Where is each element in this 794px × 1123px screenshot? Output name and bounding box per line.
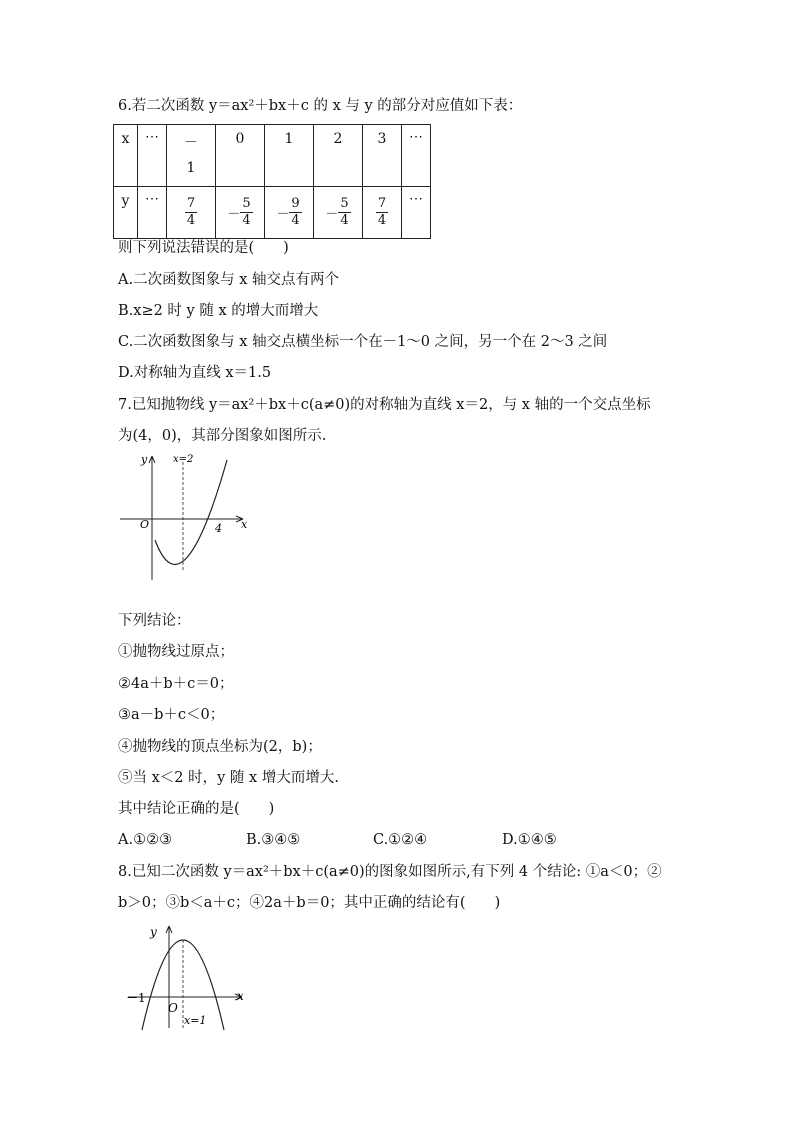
origin-label: O [140, 518, 150, 531]
q6-option-d: D.对称轴为直线 x＝1.5 [118, 365, 272, 381]
origin-label: O [168, 1001, 178, 1015]
q6-stem: 6.若二次函数 y＝ax²＋bx＋c 的 x 与 y 的部分对应值如下表： [118, 98, 523, 114]
q6-value-table [113, 124, 431, 239]
q7-conclusion: ①抛物线过原点； [118, 644, 234, 660]
y-axis-label: y [150, 925, 157, 939]
y-value: － $\frac{5}{4}$ [216, 187, 265, 239]
x-axis-label: x [241, 518, 248, 531]
q7-conclusion: ③a－b＋c＜0； [118, 707, 225, 723]
y-row [114, 187, 431, 239]
ellipsis: ⋯ [402, 125, 431, 187]
q7-option-c: C.①②④ [373, 832, 428, 848]
x-value: 1 [265, 125, 314, 187]
x-row [114, 125, 431, 187]
ellipsis: ⋯ [138, 125, 167, 187]
q8-stem-line1: 8.已知二次函数 y＝ax²＋bx＋c(a≠0)的图象如图所示,有下列 4 个结论: ①a＜0；② [118, 864, 662, 880]
q8-parabola-graph [120, 920, 250, 1035]
q6-option-b: B.x≥2 时 y 随 x 的增大而增大 [118, 303, 319, 319]
ellipsis: ⋯ [402, 187, 431, 239]
x-value: 2 [314, 125, 363, 187]
q7-conclusion: ④抛物线的顶点坐标为(2，b)； [118, 739, 322, 755]
q6-option-c: C.二次函数图象与 x 轴交点横坐标一个在－1～0 之间，另一个在 2～3 之间 [118, 334, 608, 350]
q6-question: 则下列说法错误的是( ) [118, 240, 289, 256]
q7-conclusion: ②4a＋b＋c＝0； [118, 676, 234, 692]
y-value: $\frac{7}{4}$ [167, 187, 216, 239]
q8-stem-line2: b＞0；③b＜a＋c；④2a＋b＝0；其中正确的结论有( ) [118, 895, 501, 911]
y-axis-label: y [141, 453, 148, 466]
q7-option-a: A.①②③ [118, 832, 173, 848]
ellipsis: ⋯ [138, 187, 167, 239]
x-value: 0 [216, 125, 265, 187]
x-label: x [114, 125, 138, 187]
q6-option-a: A.二次函数图象与 x 轴交点有两个 [118, 272, 339, 288]
root-label: 4 [215, 522, 222, 535]
y-label: y [114, 187, 138, 239]
y-value: $\frac{7}{4}$ [363, 187, 402, 239]
symmetry-axis-label: x=2 [173, 454, 194, 465]
q7-option-b: B.③④⑤ [246, 832, 301, 848]
q7-stem-line1: 7.已知抛物线 y＝ax²＋bx＋c(a≠0)的对称轴为直线 x＝2，与 x 轴的一个交点坐标 [118, 397, 651, 413]
x-value: － 1 [167, 125, 216, 187]
symmetry-axis-label: x=1 [184, 1014, 207, 1027]
q7-stem-line2: 为(4，0)，其部分图象如图所示. [118, 428, 327, 444]
neg-one-label: －1 [126, 991, 146, 1005]
y-value: － $\frac{5}{4}$ [314, 187, 363, 239]
q7-option-d: D.①④⑤ [502, 832, 557, 848]
x-value: 3 [363, 125, 402, 187]
x-axis-label: x [237, 989, 244, 1003]
q7-parabola-graph [115, 450, 255, 585]
q7-conclusion: ⑤当 x＜2 时，y 随 x 增大而增大. [118, 770, 339, 786]
q7-question: 其中结论正确的是( ) [118, 801, 275, 817]
q7-conclusions-title: 下列结论： [118, 613, 191, 629]
parabola-curve [155, 460, 227, 564]
y-value: － $\frac{9}{4}$ [265, 187, 314, 239]
